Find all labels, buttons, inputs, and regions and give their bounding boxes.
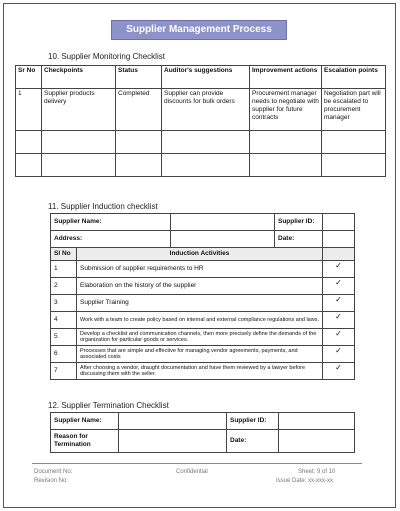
- row-number: 2: [51, 278, 77, 295]
- column-header: Sr No: [16, 66, 42, 89]
- section-12-heading: 12. Supplier Termination Checklist: [48, 401, 169, 410]
- table-row: [16, 154, 386, 177]
- supplier-name-field[interactable]: [119, 413, 227, 430]
- check-mark[interactable]: ✓: [323, 363, 355, 380]
- reason-field[interactable]: [119, 430, 227, 453]
- supplier-id-field[interactable]: [279, 413, 355, 430]
- date-label: Date:: [227, 430, 279, 453]
- check-mark[interactable]: ✓: [323, 261, 355, 278]
- table-row: [51, 214, 355, 231]
- table-cell: Supplier products delivery: [42, 89, 116, 131]
- supplier-name-label: Supplier Name:: [51, 413, 119, 430]
- table-row: [51, 346, 355, 363]
- column-header: [323, 248, 355, 261]
- date-label: Date:: [275, 231, 323, 248]
- table-row: [51, 329, 355, 346]
- activity-text: Submission of supplier requirements to HR: [77, 261, 323, 278]
- page-title: Supplier Management Process: [111, 20, 287, 40]
- supplier-termination-table: [50, 412, 355, 453]
- footer-rule: [32, 463, 362, 464]
- reason-label: Reason for Termination: [51, 430, 119, 453]
- check-mark[interactable]: ✓: [323, 346, 355, 363]
- date-field[interactable]: [279, 430, 355, 453]
- table-row: [51, 261, 355, 278]
- table-cell: 1: [16, 89, 42, 131]
- supplier-id-label: Supplier ID:: [227, 413, 279, 430]
- row-number: 3: [51, 295, 77, 312]
- table-row: [51, 231, 355, 248]
- row-number: 6: [51, 346, 77, 363]
- column-header: Induction Activities: [77, 248, 323, 261]
- activity-text: Processes that are simple and effective for managing vendor agreements, payments, and associated costs: [77, 346, 323, 363]
- table-row: [51, 278, 355, 295]
- revision-no: Revision No:: [34, 478, 69, 484]
- table-row: [16, 131, 386, 154]
- activity-text: After choosing a vendor, draught documentation and have them reviewed by a lawyer before discussing them with the seller.: [77, 363, 323, 380]
- table-header-row: [16, 66, 386, 89]
- supplier-id-label: Supplier ID:: [275, 214, 323, 231]
- column-header: Status: [116, 66, 162, 89]
- confidential-label: Confidential: [176, 469, 208, 475]
- column-header: Escalation points: [322, 66, 386, 89]
- row-number: 5: [51, 329, 77, 346]
- supplier-name-field[interactable]: [171, 214, 275, 231]
- activity-text: Develop a checklist and communication channels, then more precisely define the demands of the organization for particular goods or services.: [77, 329, 323, 346]
- activity-text: Supplier Training: [77, 295, 323, 312]
- date-field[interactable]: [323, 231, 355, 248]
- check-mark[interactable]: ✓: [323, 295, 355, 312]
- table-cell: Negotiation part will be escalated to procurement manager: [322, 89, 386, 131]
- supplier-name-label: Supplier Name:: [51, 214, 171, 231]
- sheet-number: Sheet: 9 of 10: [298, 469, 336, 475]
- column-header: Sl No: [51, 248, 77, 261]
- check-mark[interactable]: ✓: [323, 312, 355, 329]
- table-row: [51, 363, 355, 380]
- table-row: [51, 430, 355, 453]
- address-label: Address:: [51, 231, 171, 248]
- row-number: 4: [51, 312, 77, 329]
- table-cell: Completed: [116, 89, 162, 131]
- check-mark[interactable]: ✓: [323, 329, 355, 346]
- column-header: Improvement actions: [250, 66, 322, 89]
- supplier-monitoring-table: [15, 65, 386, 177]
- table-row: [51, 413, 355, 430]
- activity-text: Work with a team to create policy based on internal and external compliance regulations and laws.: [77, 312, 323, 329]
- column-header: Auditor's suggestions: [162, 66, 250, 89]
- column-header: Checkpoints: [42, 66, 116, 89]
- address-field[interactable]: [171, 231, 275, 248]
- table-cell: Supplier can provide discounts for bulk orders: [162, 89, 250, 131]
- row-number: 1: [51, 261, 77, 278]
- check-mark[interactable]: ✓: [323, 278, 355, 295]
- issue-date: Issue Date: xx-xxx-xx: [276, 478, 334, 484]
- supplier-induction-table: [50, 213, 355, 380]
- table-cell: Procurement manager needs to negotiate with supplier for future contracts: [250, 89, 322, 131]
- section-10-heading: 10. Supplier Monitoring Checklist: [48, 52, 165, 61]
- document-no: Document No:: [34, 469, 73, 475]
- row-number: 7: [51, 363, 77, 380]
- supplier-id-field[interactable]: [323, 214, 355, 231]
- section-11-heading: 11. Supplier Induction checklist: [48, 202, 158, 211]
- table-row: [51, 295, 355, 312]
- table-row: [51, 312, 355, 329]
- table-row: [16, 89, 386, 131]
- table-header-row: [51, 248, 355, 261]
- activity-text: Elaboration on the history of the supplier: [77, 278, 323, 295]
